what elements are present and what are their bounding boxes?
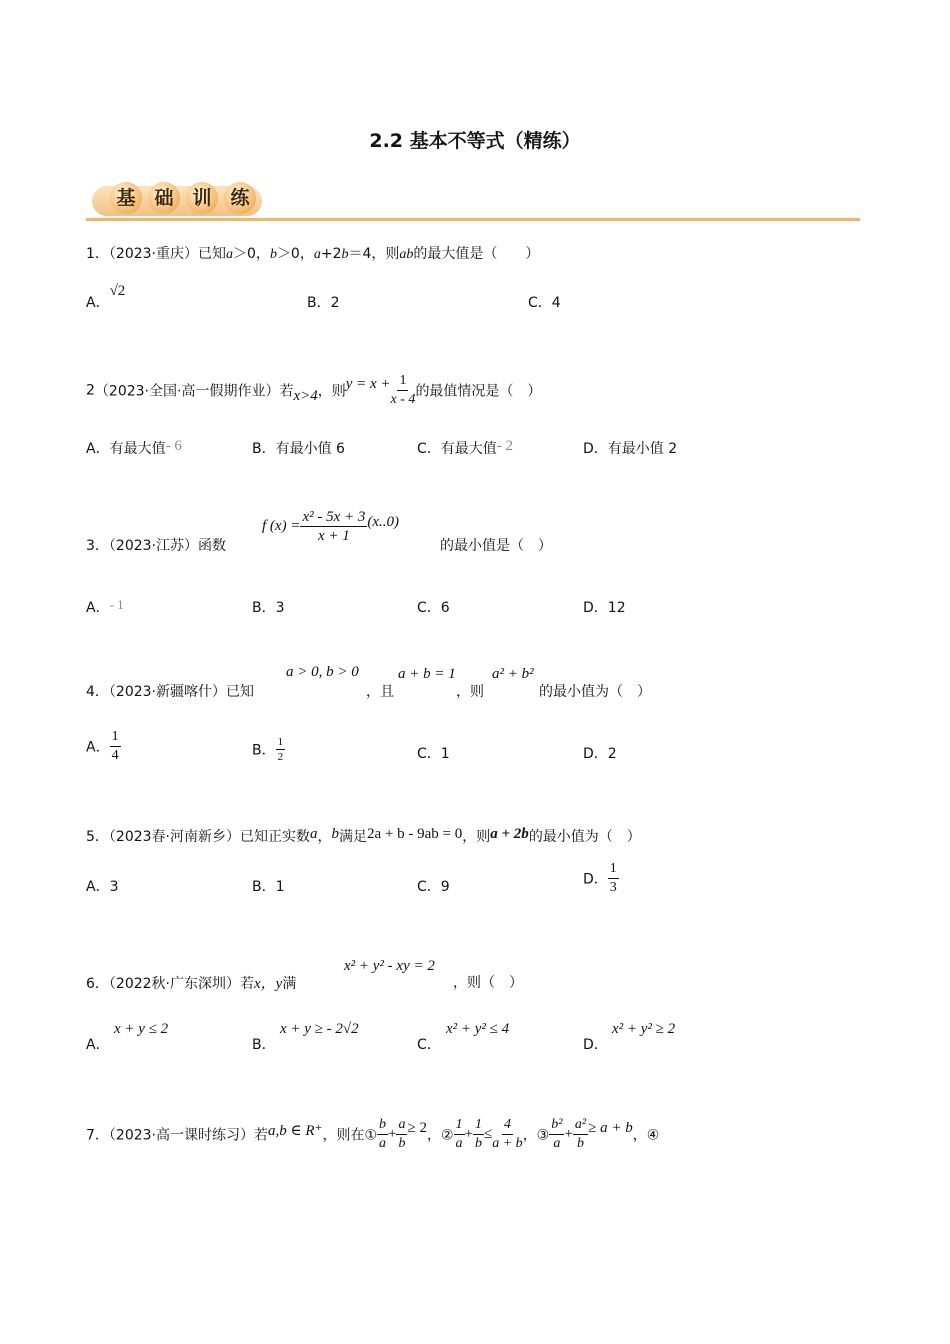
math-function xyxy=(262,508,399,545)
question-number: 3． xyxy=(86,538,109,554)
stem-text: 满 xyxy=(282,976,297,992)
math-condition: a > 0, b > 0 xyxy=(286,664,359,680)
stem-text: ＞0， xyxy=(233,246,270,262)
option-a-expression[interactable]: x + y ≤ 2 xyxy=(114,1021,169,1037)
banner-chars xyxy=(110,182,262,214)
inequality-rhs: ≥ 2 xyxy=(407,1120,427,1136)
option-value: - 1 xyxy=(109,597,124,612)
vars-xy: x，y xyxy=(254,976,283,992)
function-lhs: f (x) = xyxy=(262,518,301,534)
option-b[interactable] xyxy=(252,597,285,617)
fraction-numerator: 1 xyxy=(110,728,121,747)
question-number: 6． xyxy=(86,976,109,992)
fraction-numerator: b² xyxy=(549,1116,564,1135)
var-a: a xyxy=(313,247,321,262)
option-c[interactable] xyxy=(528,292,561,312)
fraction xyxy=(276,735,286,764)
math-set: a,b ∈ R⁺ xyxy=(268,1123,323,1139)
option-label: C． xyxy=(417,746,441,762)
question-3-ask xyxy=(440,535,552,555)
option-text: 有最小值 6 xyxy=(275,441,345,457)
question-2 xyxy=(86,372,541,409)
option-a[interactable] xyxy=(86,438,182,458)
fraction-numerator: 1 xyxy=(608,860,619,879)
question-stem: （2023·新疆喀什）已知 xyxy=(108,684,255,700)
option-label: A． xyxy=(86,739,110,756)
fraction xyxy=(549,1116,564,1153)
fraction xyxy=(110,728,121,765)
stem-text: 的最小值为（ ） xyxy=(528,829,641,845)
option-a[interactable] xyxy=(86,597,124,617)
stem-text: ，则（ ） xyxy=(453,975,523,991)
question-3 xyxy=(86,535,226,555)
option-b[interactable] xyxy=(252,876,285,896)
fraction-denominator: b xyxy=(577,1136,585,1151)
plus-sign: + xyxy=(464,1126,473,1142)
fraction-numerator: a² xyxy=(573,1116,588,1135)
function-domain: (x..0) xyxy=(367,514,400,530)
option-a[interactable] xyxy=(86,728,121,765)
fraction-numerator: a xyxy=(396,1116,407,1135)
fraction xyxy=(573,1116,588,1153)
stem-text: ，则 xyxy=(462,829,491,845)
stem-text: 的最小值为（ ） xyxy=(539,684,651,700)
option-c[interactable] xyxy=(417,743,450,763)
option-label: D． xyxy=(583,746,608,762)
question-5 xyxy=(86,826,641,846)
stem-text: ＝4，则 xyxy=(348,246,400,262)
option-b[interactable] xyxy=(307,292,340,312)
stem-text: ，④ xyxy=(632,1127,660,1144)
option-label: B． xyxy=(252,600,276,616)
question-stem: （2023春·河南新乡）已知正实数 xyxy=(108,829,311,845)
question-stem: （2023·全国·高一假期作业）若 xyxy=(94,383,294,400)
option-value: 3 xyxy=(109,879,119,895)
stem-text: ，③ xyxy=(522,1127,550,1144)
var-b: b xyxy=(331,826,340,842)
question-number: 4． xyxy=(86,684,109,700)
option-value: √2 xyxy=(109,283,126,299)
banner-char: 训 xyxy=(186,182,218,214)
option-text: 有最大值 xyxy=(109,441,166,457)
fraction xyxy=(473,1116,484,1153)
option-d[interactable] xyxy=(583,860,619,897)
stem-text: 的最值情况是（ ） xyxy=(415,383,542,400)
fraction xyxy=(396,1116,407,1153)
fraction-numerator: 1 xyxy=(473,1116,484,1135)
var-b: b xyxy=(341,247,349,262)
option-label: D． xyxy=(583,871,608,888)
stem-text: ＞0， xyxy=(276,246,314,262)
fraction-denominator: 4 xyxy=(111,748,119,763)
fraction xyxy=(454,1116,465,1153)
stem-text: 满足 xyxy=(339,829,368,845)
section-divider xyxy=(86,218,860,221)
fraction-denominator: 3 xyxy=(609,880,617,895)
plus-sign: + xyxy=(564,1126,573,1142)
math-equation: 2a + b - 9ab = 0 xyxy=(367,826,463,842)
option-value: 12 xyxy=(607,600,626,616)
fraction-numerator: x² - 5x + 3 xyxy=(302,509,366,525)
fraction-denominator: x + 1 xyxy=(318,528,350,544)
option-label: B． xyxy=(252,441,276,457)
fraction-denominator: b xyxy=(398,1136,406,1151)
option-value: 1 xyxy=(440,746,450,762)
option-d-expression[interactable]: x² + y² ≥ 2 xyxy=(612,1021,676,1037)
question-stem: （2022秋·广东深圳）若 xyxy=(108,976,255,992)
fraction-numerator: 1 xyxy=(397,372,408,391)
fraction-denominator: a + b xyxy=(492,1136,523,1151)
option-a[interactable] xyxy=(86,876,119,896)
question-number: 1． xyxy=(86,246,109,262)
math-target: a + 2b xyxy=(490,826,529,842)
math-condition: x>4 xyxy=(293,388,318,404)
option-value: 3 xyxy=(275,600,285,616)
var-ab: ab xyxy=(399,247,414,262)
page-title: 2.2 基本不等式（精练） xyxy=(369,130,581,152)
fraction xyxy=(377,1116,388,1153)
stem-text: ，则 xyxy=(317,383,346,400)
option-label: C． xyxy=(417,879,441,895)
fraction-denominator: a xyxy=(455,1136,463,1151)
option-value: 2 xyxy=(330,295,340,311)
fraction-denominator: a xyxy=(379,1136,387,1151)
question-number: 2 xyxy=(86,382,95,399)
stem-text: ，② xyxy=(426,1127,454,1144)
fraction-numerator: 1 xyxy=(277,736,284,748)
option-value: - 2 xyxy=(496,438,514,454)
option-b[interactable] xyxy=(252,735,285,764)
option-d[interactable] xyxy=(583,438,677,458)
option-d[interactable] xyxy=(583,597,626,617)
question-stem: （2023·高一课时练习）若 xyxy=(108,1127,269,1144)
var-a: a xyxy=(226,247,234,262)
fraction xyxy=(608,860,619,897)
option-a[interactable]: A． xyxy=(86,1037,110,1053)
stem-text: 的最大值是（ ） xyxy=(413,246,540,262)
option-label: D． xyxy=(583,441,608,457)
math-equation: x² + y² - xy = 2 xyxy=(344,958,435,974)
fraction xyxy=(492,1116,522,1153)
var-a: a xyxy=(310,826,318,842)
option-c[interactable] xyxy=(417,597,450,617)
math-function: y = x + xyxy=(345,376,391,392)
option-text: 有最小值 2 xyxy=(607,441,678,457)
option-label: A． xyxy=(86,441,110,457)
option-d[interactable]: D． xyxy=(583,1037,608,1053)
option-value: - 6 xyxy=(165,438,182,454)
stem-text: +2 xyxy=(320,246,342,262)
fraction-denominator: a xyxy=(553,1136,561,1151)
option-c-expression[interactable]: x² + y² ≤ 4 xyxy=(446,1021,510,1037)
fraction xyxy=(391,372,416,409)
option-value: 9 xyxy=(440,879,450,895)
option-label: A． xyxy=(86,600,110,616)
stem-text: ，则在① xyxy=(322,1127,378,1144)
fraction-numerator: 1 xyxy=(454,1116,465,1135)
option-label: C． xyxy=(417,441,441,457)
option-text: 有最大值 xyxy=(440,441,497,457)
var-b: b xyxy=(269,247,277,262)
inequality-rhs: ≥ a + b xyxy=(588,1120,633,1136)
option-label: B． xyxy=(307,295,331,311)
fraction-denominator: 2 xyxy=(277,751,284,763)
question-7 xyxy=(86,1116,659,1153)
stem-text: ，则 xyxy=(456,684,484,700)
option-b-expression[interactable]: x + y ≥ - 2√2 xyxy=(280,1021,359,1037)
option-c[interactable]: C． xyxy=(417,1037,441,1053)
stem-text: ，且 xyxy=(366,684,394,700)
option-b[interactable] xyxy=(252,438,345,458)
option-b[interactable]: B． xyxy=(252,1037,276,1053)
question-stem: （2023·重庆）已知 xyxy=(108,246,227,262)
banner-char: 练 xyxy=(224,182,256,214)
fraction-denominator: b xyxy=(475,1136,482,1151)
fraction-numerator: b xyxy=(377,1116,388,1135)
stem-text: 的最小值是（ ） xyxy=(440,538,552,554)
math-expression: a² + b² xyxy=(492,666,534,682)
option-value: 6 xyxy=(440,600,450,616)
option-c[interactable] xyxy=(417,438,513,458)
stem-text: ， xyxy=(317,829,332,845)
option-d[interactable] xyxy=(583,743,617,763)
option-label: B． xyxy=(252,742,276,759)
option-a[interactable] xyxy=(86,283,126,312)
option-label: C． xyxy=(417,600,441,616)
math-condition: a + b = 1 xyxy=(398,666,456,682)
question-number: 7． xyxy=(86,1127,109,1144)
question-number: 5． xyxy=(86,829,109,845)
option-value: 2 xyxy=(607,746,617,762)
option-label: D． xyxy=(583,600,608,616)
option-value: 1 xyxy=(275,879,285,895)
option-label: B． xyxy=(252,879,276,895)
fraction-numerator: 4 xyxy=(502,1116,513,1135)
banner-char: 基 xyxy=(110,182,142,214)
question-4 xyxy=(86,681,254,701)
leq-sign: ≤ xyxy=(484,1126,493,1142)
plus-sign: + xyxy=(388,1126,397,1142)
option-c[interactable] xyxy=(417,876,450,896)
fraction-denominator: x - 4 xyxy=(390,392,416,407)
option-label: A． xyxy=(86,295,110,311)
fraction xyxy=(300,508,367,545)
question-6 xyxy=(86,972,296,993)
option-label: A． xyxy=(86,879,110,895)
banner-char: 础 xyxy=(148,182,180,214)
option-value: 4 xyxy=(551,295,561,311)
option-label: C． xyxy=(528,295,552,311)
question-1 xyxy=(86,243,539,263)
question-stem: （2023·江苏）函数 xyxy=(108,538,227,554)
